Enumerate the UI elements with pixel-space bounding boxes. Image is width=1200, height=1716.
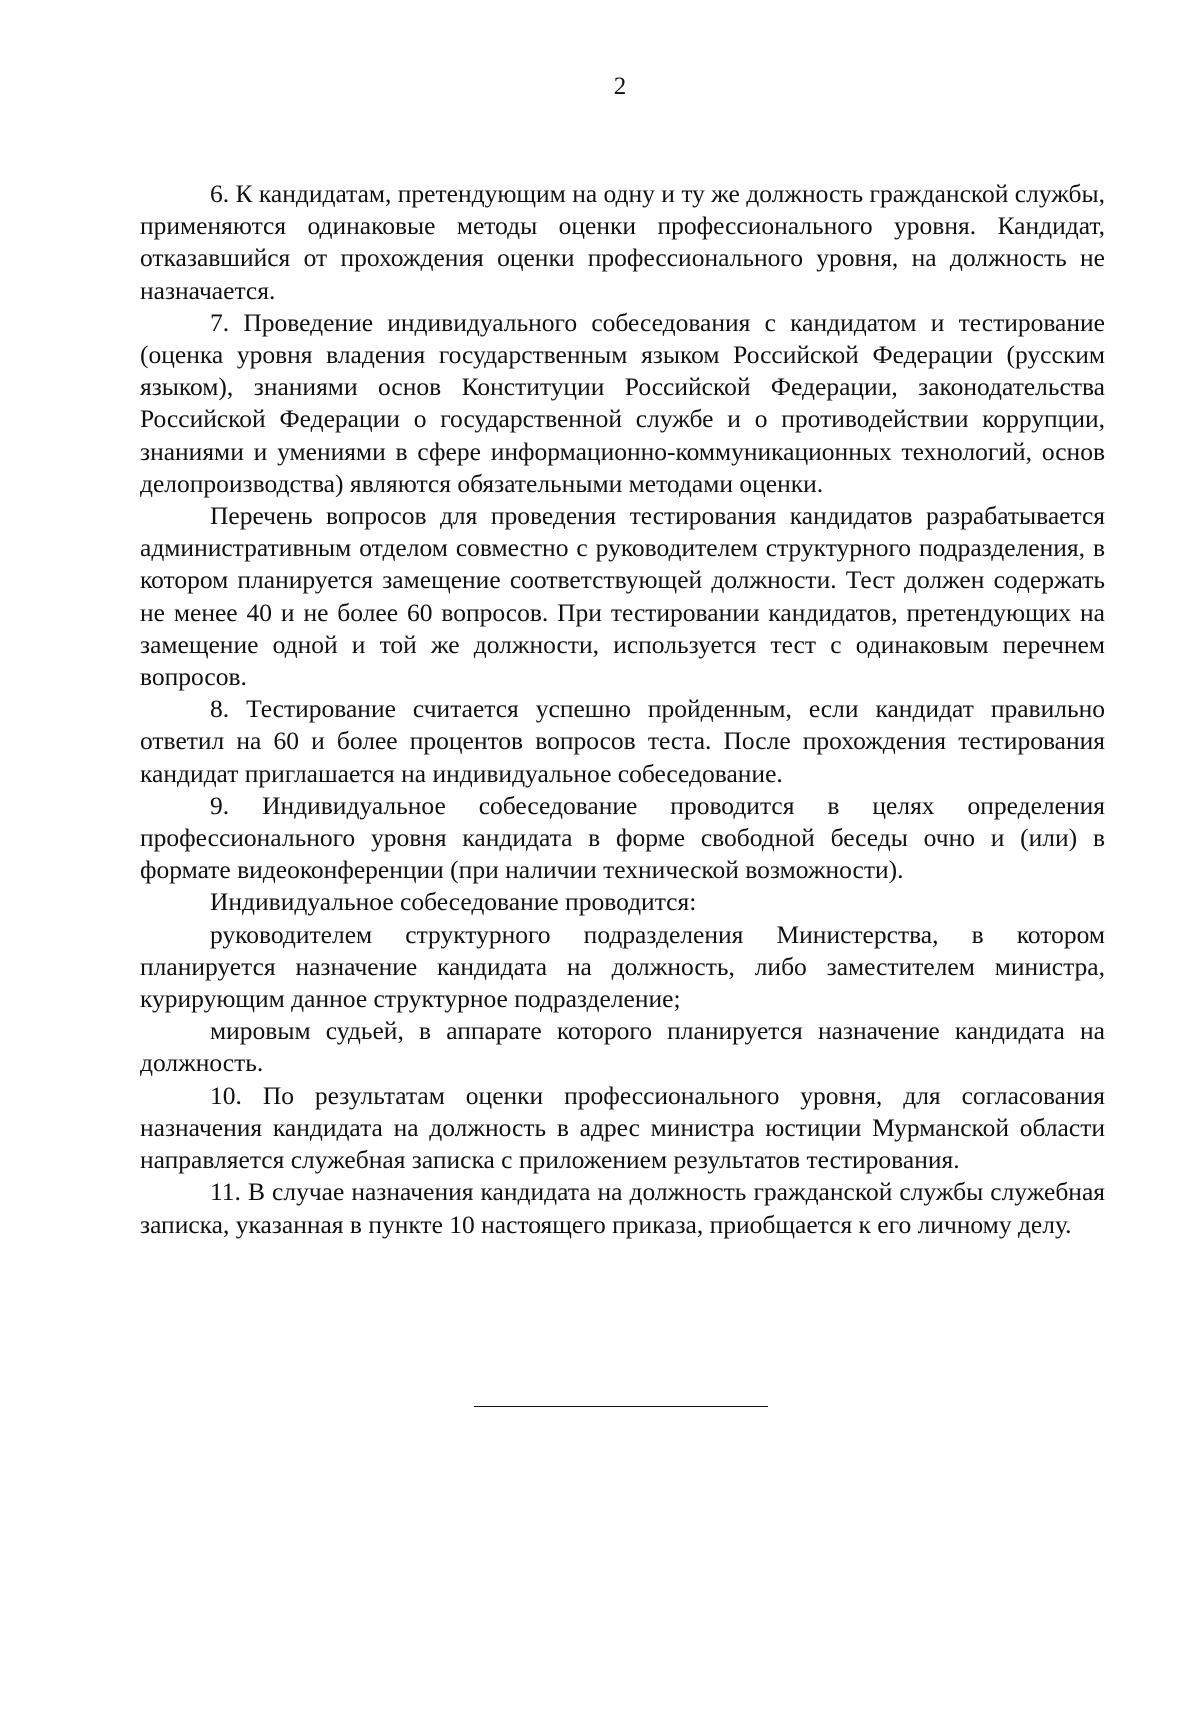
paragraph-item-8: 8. Тестирование считается успешно пройденным, если кандидат правильно ответил на 60 и более процентов вопросов теста. После прохождения тестирования кандидат приглашается на индивидуальное собеседование.: [140, 694, 1105, 788]
paragraph-item-6: 6. К кандидатам, претендующим на одну и ту же должность гражданской службы, применяются одинаковые методы оценки профессионального уровня. Кандидат, отказавшийся от прохождения оценки профессионального уровня, на должность не назначается.: [140, 179, 1105, 305]
paragraph-interview-conducted: Индивидуальное собеседование проводится:: [210, 887, 697, 917]
page-number: 2: [613, 73, 627, 100]
paragraph-item-7: 7. Проведение индивидуального собеседования с кандидатом и тестирование (оценка уровня владения государственным языком Российской Федерации (русским языком), знаниями основ Конституции Российской Федерации, законодательства Российской Федерации о государственной службе и о противодействии коррупции, знаниями и умениями в сфере информационно-коммуникационных технологий, основ делопроизводства) являются обязательными методами оценки.: [140, 307, 1105, 498]
closing-divider: [474, 1406, 768, 1407]
paragraph-item-11: 11. В случае назначения кандидата на должность гражданской службы служебная записка, указанная в пункте 10 настоящего приказа, приобщается к его личному делу.: [140, 1177, 1105, 1239]
document-body: [140, 178, 1105, 1241]
paragraph-interviewer-head: руководителем структурного подразделения Министерства, в котором планируется назначение кандидата на должность, либо заместителем министра, курирующим данное структурное подразделение;: [140, 919, 1105, 1014]
paragraph-interviewer-judge: мировым судьей, в аппарате которого планируется назначение кандидата на должность.: [140, 1016, 1105, 1078]
paragraph-item-10: 10. По результатам оценки профессионального уровня, для согласования назначения кандидата на должность в адрес министра юстиции Мурманской области направляется служебная записка с приложением результатов тестирования.: [140, 1080, 1105, 1175]
paragraph-item-9: 9. Индивидуальное собеседование проводится в целях определения профессионального уровня кандидата в форме свободной беседы очно и (или) в формате видеоконференции (при наличии технической возможности).: [140, 790, 1105, 885]
paragraph-test-questions: Перечень вопросов для проведения тестирования кандидатов разрабатывается административным отделом совместно с руководителем структурного подразделения, в котором планируется замещение соответствующей должности. Тест должен содержать не менее 40 и не более 60 вопросов. При тестировании кандидатов, претендующих на замещение одной и той же должности, используется тест с одинаковым перечнем вопросов.: [140, 501, 1105, 692]
